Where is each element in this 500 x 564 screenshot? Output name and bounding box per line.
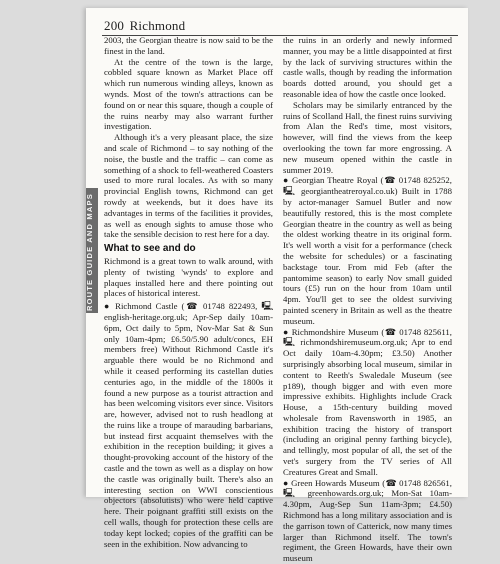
paragraph: 2003, the Georgian theatre is now said to be the finest in the land.: [104, 35, 273, 56]
page-number: 200: [104, 18, 125, 33]
paragraph: Richmond is a great town to walk around, with plenty of twisting 'wynds' to explore and plaques installed here and there pointing out places of historical interest.: [104, 255, 273, 299]
paragraph: Scholars may be similarly entranced by the ruins of Scolland Hall, the finest ruins surviving from Alan the Red's time, most visitors, however, will find the views from the keep overlooking the town far more engrossing. A new museum opened within the castle in summer 2019.: [283, 99, 452, 175]
paragraph: the ruins in an orderly and newly informed manner, you may be a little disappointed at first by the lack of surviving structures within the castle walls, though by reading the information boards dotted around, you should get a reasonable idea of how the castle once looked.: [283, 35, 452, 99]
side-tab-label: [85, 297, 94, 311]
paragraph: Although it's a very pleasant place, the size and scale of Richmond – to say nothing of the noise, the bustle and the traffic – can come as something of a shock to fell-weathered Coasters used to more rural locales. As with so many provincial English towns, Richmond can get rowdy at weekends, but it does have its advantages in terms of the facilities it provides, as well as enough sights to amuse those who take the sensible decision to rest here for a day.: [104, 132, 273, 240]
left-column: [104, 35, 273, 549]
attraction-entry: ● Richmondshire Museum (☎ 01748 825611, 🖳 richmondshiremuseum.org.uk; Apr to end Oct daily 10am-4.30pm; £3.50) Another surprisingly absorbing local museum, similar in content to Reeth's Swaledale Museum (see p189), though bigger and with even more impressive exhibits. Highlights include Crack House, a 15th-century building moved wholesale from Ravensworth in 1985, an exhibition tracing the history of transport (including an original penny farthing bicycle), and tellingly, most popular of all, the set of the vet's surgery from the TV series of All Creatures Great and Small.: [283, 326, 452, 477]
paragraph: At the centre of the town is the large, cobbled square known as Market Place off which run numerous winding alleys, known as wynds. Most of the town's attractions can be found on or near this square, though a couple of the ruins nearby may also warrant further investigation.: [104, 56, 273, 132]
section-heading: What to see and do: [104, 243, 196, 255]
book-page: [86, 8, 468, 564]
attraction-entry: ● Georgian Theatre Royal (☎ 01748 825252, 🖳 georgiantheatreroyal.co.uk) Built in 1788 by actor-manager Samuel Butler and now beautifully restored, this is the most complete Georgian theatre in the country as well as being the oldest working theatre in its original form. It's well worth a visit for a performance (check the website for schedules) or a fascinating backstage tour. From mid Feb (after the pantomime season) to early Nov small guided tours (£5) run on the hour from 10am until 4pm. You'll get to see the oldest surviving painted scenery in Britain as well as the theatre museum.: [283, 175, 452, 326]
right-column: [283, 35, 452, 564]
attraction-entry: ● Green Howards Museum (☎ 01748 826561, 🖳 greenhowards.org.uk; Mon-Sat 10am-4.30pm, Aug-Sep Sun 11am-3pm; £4.50) Richmond has a long military association and is the garrison town of Catterick, now many times larger than Richmond itself. The town's regiment, the Green Howards, have their own museum: [283, 477, 452, 564]
page-header: [102, 18, 458, 34]
attraction-entry: ● Richmond Castle (☎ 01748 822493, 🖳 english-heritage.org.uk; Apr-Sep daily 10am-6pm, Oct daily to 5pm, Nov-Mar Sat & Sun only 10am-4pm; £6.50/5.90 adult/concs, EH members free) Without Richmond Castle it's arguable there would be no Richmond and while it ceased performing its castellan duties centuries ago, in the middle of the 1800s it found a new purpose as a tourist attraction and has been welcoming visitors ever since. Visitors are, however, advised not to rush headlong at the ruins like a troupe of marauding barbarians, but instead first acquaint themselves with the exhibition in the reception building; it gives a thought-provoking account of the history of the castle and the town as well as a display on how the castle was originally built. There's also an interesting section on WWI conscientious objectors (absolutists) who were held captive here. Their poignant graffiti still exists on the cell walls, though for protection these cells are today kept locked; copies of the graffiti can be seen in the exhibition. Now advancing to: [104, 301, 273, 549]
section-title: Richmond: [129, 18, 186, 33]
